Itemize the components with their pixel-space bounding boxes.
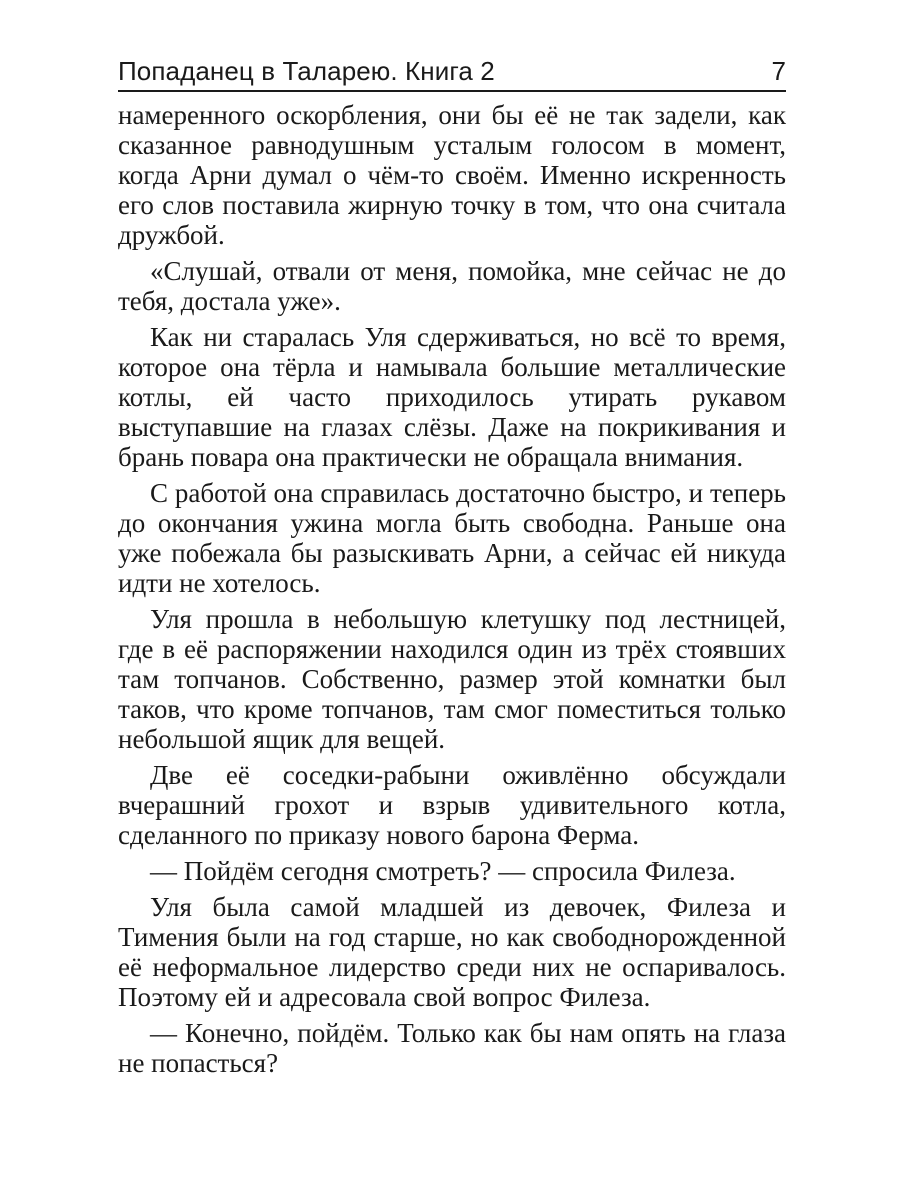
dialogue-line: — Конечно, пойдём. Только как бы нам опять на глаза не попасться? <box>118 1018 786 1078</box>
paragraph: С работой она справилась достаточно быстро, и теперь до окончания ужина могла быть свободна. Раньше она уже побежала бы разыскивать Арни, а сейчас ей никуда идти не хотелось. <box>118 478 786 598</box>
paragraph: «Слушай, отвали от меня, помойка, мне сейчас не до тебя, достала уже». <box>118 256 786 316</box>
paragraph: Как ни старалась Уля сдерживаться, но всё то время, которое она тёрла и намывала большие металлические котлы, ей часто приходилось утирать рукавом выступавшие на глазах слёзы. Даже на покрикивания и брань повара она практически не обращала внимания. <box>118 322 786 472</box>
running-title: Попаданец в Таларею. Книга 2 <box>118 56 495 86</box>
paragraph: Уля прошла в небольшую клетушку под лестницей, где в её распоряжении находился один из трёх стоявших там топчанов. Собственно, размер этой комнатки был таков, что кроме топчанов, там смог поместиться только небольшой ящик для вещей. <box>118 604 786 754</box>
paragraph-continued: намеренного оскорбления, они бы её не так задели, как сказанное равнодушным усталым голосом в момент, когда Арни думал о чём-то своём. Именно искренность его слов поставила жирную точку в том, что она считала дружбой. <box>118 100 786 250</box>
page-number: 7 <box>771 56 786 86</box>
paragraph: Две её соседки-рабыни оживлённо обсуждали вчерашний грохот и взрыв удивительного котла, сделанного по приказу нового барона Ферма. <box>118 760 786 850</box>
book-page <box>118 50 786 1084</box>
running-header <box>118 50 786 92</box>
paragraph: Уля была самой младшей из девочек, Филеза и Тимения были на год старше, но как свободнорожденной её неформальное лидерство среди них не оспаривалось. Поэтому ей и адресовала свой вопрос Филеза. <box>118 892 786 1012</box>
body-text <box>118 100 786 1078</box>
dialogue-line: — Пойдём сегодня смотреть? — спросила Филеза. <box>150 856 736 886</box>
